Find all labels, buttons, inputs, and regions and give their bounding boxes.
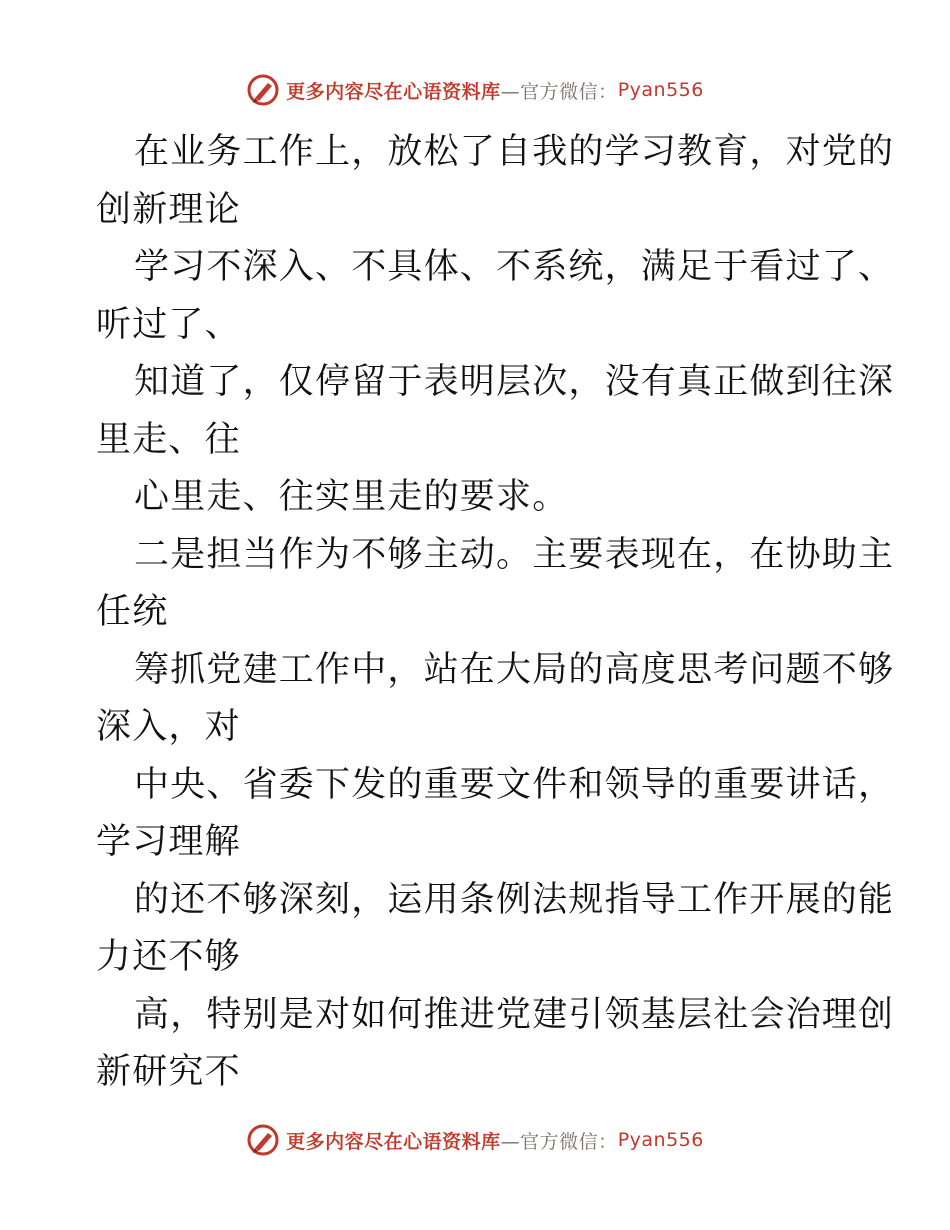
text-line: 的还不够深刻，运用条例法规指导工作开展的能 [134,879,895,920]
text-line: 学习不深入、不具体、不系统，满足于看过了、 [134,247,895,287]
watermark-text-main: 更多内容尽在心语资料库 [286,1130,501,1153]
text-line: 知道了，仅停留于表明层次，没有真正做到往深 [134,362,895,402]
text-line: 高，特别是对如何推进党建引领基层社会治理创 [134,994,895,1035]
document-body [96,124,895,1102]
text-line: 里走、往 [96,419,241,460]
text-line: 创新理论 [96,189,241,230]
text-line: 中央、省委下发的重要文件和领导的重要讲话， [134,764,895,805]
text-line: 二是担当作为不够主动。主要表现在，在协助主 [134,534,895,575]
text-line: 心里走、往实里走的要求。 [134,477,569,517]
text-line: 任统 [96,592,169,632]
header-watermark [0,70,950,110]
text-line: 深入，对 [96,707,241,747]
text-line: 在业务工作上，放松了自我的学习教育，对党的 [134,132,895,172]
watermark-text-wechat-id: Pyan556 [617,1129,704,1151]
pen-logo-icon [246,73,280,107]
text-line: 新研究不 [96,1052,241,1092]
watermark-text-main: 更多内容尽在心语资料库 [286,80,501,103]
pen-logo-icon [246,1123,280,1157]
watermark-text-wechat-label: —官方微信： [500,80,618,103]
text-line: 听过了、 [96,304,241,345]
watermark-text-wechat-label: —官方微信： [500,1130,618,1153]
text-line: 筹抓党建工作中，站在大局的高度思考问题不够 [134,649,895,690]
text-line: 学习理解 [96,822,241,862]
watermark-text-wechat-id: Pyan556 [617,79,704,101]
text-line: 力还不够 [96,937,241,977]
footer-watermark [0,1120,950,1160]
